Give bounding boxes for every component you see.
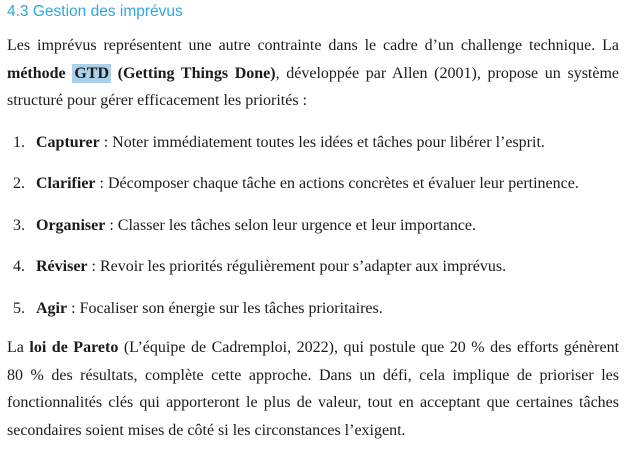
section-heading: 4.3 Gestion des imprévus <box>7 3 183 20</box>
list-separator: : <box>67 299 80 317</box>
outro-bold-loi-de-pareto: loi de Pareto <box>29 339 119 356</box>
list-number: 1. <box>13 133 25 151</box>
gtd-steps-list <box>7 129 619 323</box>
gtd-highlighted-term: GTD <box>74 64 109 82</box>
list-term: Agir <box>36 299 68 317</box>
list-item-clarifier <box>7 170 619 198</box>
intro-bold-getting-things-done: (Getting Things Done) <box>111 64 276 82</box>
list-separator: : <box>99 133 113 151</box>
list-number: 3. <box>13 216 25 234</box>
list-description: Noter immédiatement toutes les idées et tâches pour libérer l’esprit. <box>112 133 545 151</box>
list-number: 5. <box>13 299 25 317</box>
list-term: Organiser <box>36 216 106 234</box>
list-term: Réviser <box>36 258 88 275</box>
list-description: Classer les tâches selon leur urgence et leur importance. <box>117 216 477 234</box>
list-separator: : <box>95 175 108 192</box>
outro-text-end: (L’équipe de Cadremploi, 2022), qui postule que 20 % des efforts génèrent 80 % des résultats, complète cette approche. Dans un défi, cela implique de prioriser les fonctionnalités clés qui apporteront le plus de valeur, tout en acceptant que certaines tâches secondaires soient mises de côté si les circonstances l’exigent. <box>7 339 620 439</box>
list-item-reviser <box>7 253 619 281</box>
list-item-organiser <box>7 212 619 240</box>
list-term: Capturer <box>36 133 100 151</box>
intro-paragraph <box>7 32 619 115</box>
intro-bold-methode: méthode <box>7 64 73 82</box>
list-number: 2. <box>13 175 25 192</box>
outro-paragraph <box>7 334 619 444</box>
intro-text-end: , développée par Allen (2001), propose un système structuré pour gérer efficacement les priorités : <box>7 64 620 109</box>
list-description: Revoir les priorités régulièrement pour s’adapter aux imprévus. <box>99 258 507 275</box>
intro-text-start: Les imprévus représentent une autre contrainte dans le cadre d’un challenge technique. La <box>7 37 619 54</box>
list-term: Clarifier <box>36 175 96 192</box>
list-description: Décomposer chaque tâche en actions concrètes et évaluer leur pertinence. <box>107 175 579 192</box>
list-item-agir <box>7 295 619 323</box>
list-description: Focaliser son énergie sur les tâches prioritaires. <box>79 299 383 317</box>
list-number: 4. <box>13 258 25 275</box>
list-item-capturer <box>7 129 619 157</box>
list-separator: : <box>87 258 100 275</box>
list-separator: : <box>105 216 118 234</box>
outro-text-start: La <box>7 339 30 356</box>
